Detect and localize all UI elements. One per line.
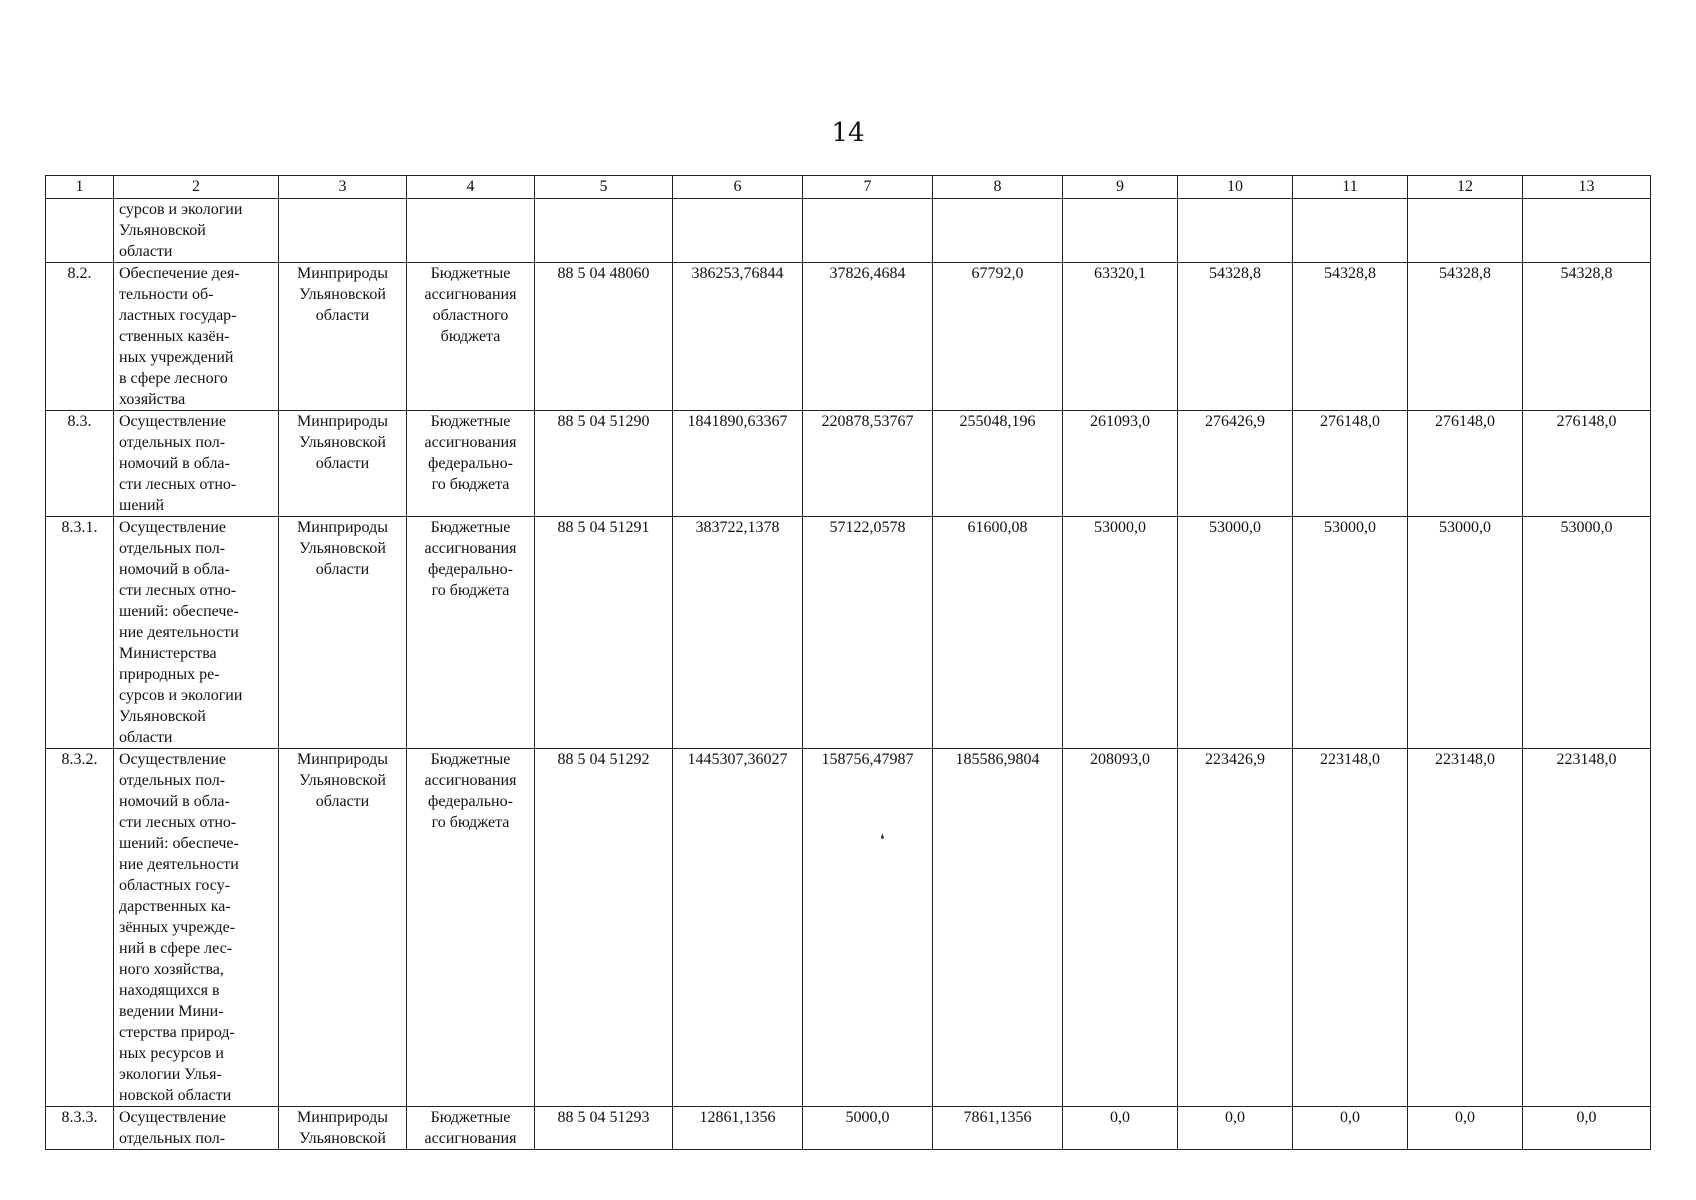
amount-cell-11	[1293, 199, 1408, 263]
item-name-cell-line: экологии Улья-	[119, 1066, 222, 1083]
item-name-cell	[114, 263, 279, 411]
item-name-cell-line: тельности об-	[119, 286, 214, 303]
amount-cell-12	[1408, 199, 1523, 263]
item-name-cell-line: находящихся в	[119, 982, 220, 999]
amount-cell-10: 54328,8	[1178, 263, 1293, 411]
funding-source-cell-line: ассигнования	[424, 1130, 517, 1147]
item-name-cell-line: Ульяновской	[119, 708, 206, 725]
item-number-cell: 8.3.2.	[46, 749, 114, 1107]
amount-cell-11: 0,0	[1293, 1107, 1408, 1150]
executor-cell	[279, 263, 407, 411]
item-name-cell-line: Обеспечение дея-	[119, 265, 240, 282]
item-name-cell	[114, 199, 279, 263]
funding-source-cell-line: Бюджетные	[430, 519, 511, 536]
budget-code-cell: 88 5 04 48060	[535, 263, 673, 411]
funding-source-cell-line: ассигнования	[424, 540, 517, 557]
table-row	[46, 199, 1651, 263]
funding-source-cell-line: ассигнования	[424, 434, 517, 451]
funding-source-cell	[407, 263, 535, 411]
item-name-cell-line: отдельных пол-	[119, 772, 226, 789]
amount-cell-9: 0,0	[1063, 1107, 1178, 1150]
executor-cell-line: Ульяновской	[299, 286, 386, 303]
item-name-cell-line: в сфере лесного	[119, 370, 228, 387]
executor-cell-line: Ульяновской	[299, 772, 386, 789]
item-name-cell-line: дарственных ка-	[119, 898, 231, 915]
item-number-cell	[46, 199, 114, 263]
amount-cell-10: 223426,9	[1178, 749, 1293, 1107]
item-name-cell-line: ний в сфере лес-	[119, 940, 233, 957]
executor-cell-line: области	[315, 455, 370, 472]
amount-cell-8: 61600,08	[933, 517, 1063, 749]
executor-cell-line: Минприроды	[297, 751, 388, 768]
amount-cell-9: 261093,0	[1063, 411, 1178, 517]
executor-cell-line: Минприроды	[297, 1109, 388, 1126]
amount-cell-7: 158756,47987	[803, 749, 933, 1107]
amount-cell-10: 276426,9	[1178, 411, 1293, 517]
amount-cell-6: 1841890,63367	[673, 411, 803, 517]
amount-cell-9: 53000,0	[1063, 517, 1178, 749]
budget-code-cell	[535, 199, 673, 263]
executor-cell-line: области	[315, 307, 370, 324]
item-name-cell-line: сурсов и экологии	[119, 687, 243, 704]
amount-cell-8: 67792,0	[933, 263, 1063, 411]
column-number-cell: 11	[1293, 176, 1408, 199]
budget-code-cell: 88 5 04 51293	[535, 1107, 673, 1150]
amount-cell-6: 383722,1378	[673, 517, 803, 749]
executor-cell-line: области	[315, 561, 370, 578]
amount-cell-12: 54328,8	[1408, 263, 1523, 411]
item-name-cell-line: отдельных пол-	[119, 1130, 226, 1147]
amount-cell-10	[1178, 199, 1293, 263]
amount-cell-7: 37826,4684	[803, 263, 933, 411]
item-number-cell: 8.3.1.	[46, 517, 114, 749]
item-name-cell-line: номочий в обла-	[119, 455, 230, 472]
item-name-cell-line: области	[119, 729, 173, 746]
amount-cell-6	[673, 199, 803, 263]
executor-cell-line: Ульяновской	[299, 1130, 386, 1147]
item-number-cell: 8.3.3.	[46, 1107, 114, 1150]
column-number-row	[46, 176, 1651, 199]
column-number-cell: 7	[803, 176, 933, 199]
funding-source-cell-line: Бюджетные	[430, 1109, 511, 1126]
item-name-cell-line: Осуществление	[119, 751, 227, 768]
funding-source-cell-line: го бюджета	[431, 582, 510, 599]
amount-cell-13: 223148,0	[1523, 749, 1651, 1107]
item-name-cell-line: природных ре-	[119, 666, 220, 683]
amount-cell-7	[803, 199, 933, 263]
item-name-cell-line: сти лесных отно-	[119, 814, 237, 831]
funding-source-cell-line: бюджета	[440, 328, 501, 345]
item-name-cell-line: ственных казён-	[119, 328, 230, 345]
funding-source-cell-line: федерально-	[428, 561, 513, 578]
column-number-cell: 4	[407, 176, 535, 199]
item-name-cell-line: отдельных пол-	[119, 540, 226, 557]
amount-cell-13: 276148,0	[1523, 411, 1651, 517]
item-name-cell-line: номочий в обла-	[119, 561, 230, 578]
funding-source-cell-line: го бюджета	[431, 476, 510, 493]
funding-source-cell-line: Бюджетные	[430, 751, 511, 768]
page-number: 14	[831, 118, 865, 148]
item-name-cell-line: шений	[119, 497, 165, 514]
amount-cell-13: 0,0	[1523, 1107, 1651, 1150]
item-name-cell-line: ние деятельности	[119, 624, 239, 641]
column-number-cell: 8	[933, 176, 1063, 199]
item-name-cell-line: новской области	[119, 1087, 232, 1104]
item-number-cell: 8.3.	[46, 411, 114, 517]
amount-cell-11: 54328,8	[1293, 263, 1408, 411]
item-name-cell-line: сти лесных отно-	[119, 582, 237, 599]
funding-source-cell-line: федерально-	[428, 455, 513, 472]
column-number-cell: 5	[535, 176, 673, 199]
column-number-cell: 13	[1523, 176, 1651, 199]
amount-cell-12: 223148,0	[1408, 749, 1523, 1107]
column-number-cell: 10	[1178, 176, 1293, 199]
funding-source-cell	[407, 749, 535, 1107]
item-name-cell-line: Ульяновской	[119, 222, 206, 239]
executor-cell-line: Минприроды	[297, 265, 388, 282]
column-number-cell: 6	[673, 176, 803, 199]
amount-cell-8: 255048,196	[933, 411, 1063, 517]
amount-cell-8: 185586,9804	[933, 749, 1063, 1107]
amount-cell-10: 0,0	[1178, 1107, 1293, 1150]
executor-cell	[279, 517, 407, 749]
amount-cell-9: 208093,0	[1063, 749, 1178, 1107]
amount-cell-9	[1063, 199, 1178, 263]
funding-source-cell-line: ассигнования	[424, 286, 517, 303]
budget-code-cell: 88 5 04 51291	[535, 517, 673, 749]
funding-source-cell-line: Бюджетные	[430, 413, 511, 430]
item-name-cell	[114, 1107, 279, 1150]
item-name-cell-line: Осуществление	[119, 413, 227, 430]
item-name-cell	[114, 749, 279, 1107]
table-row	[46, 517, 1651, 749]
funding-source-cell-line: Бюджетные	[430, 265, 511, 282]
item-name-cell-line: Осуществление	[119, 519, 227, 536]
amount-cell-7: 57122,0578	[803, 517, 933, 749]
amount-cell-6: 386253,76844	[673, 263, 803, 411]
column-number-cell: 12	[1408, 176, 1523, 199]
item-name-cell-line: ных ресурсов и	[119, 1045, 224, 1062]
item-name-cell	[114, 517, 279, 749]
item-name-cell-line: отдельных пол-	[119, 434, 226, 451]
item-name-cell-line: сурсов и экологии	[119, 201, 243, 218]
scan-speck: ❛	[880, 832, 885, 848]
amount-cell-13: 53000,0	[1523, 517, 1651, 749]
executor-cell-line: Минприроды	[297, 413, 388, 430]
table-row	[46, 263, 1651, 411]
amount-cell-11: 53000,0	[1293, 517, 1408, 749]
budget-table	[45, 175, 1651, 1150]
amount-cell-12: 276148,0	[1408, 411, 1523, 517]
table-row	[46, 1107, 1651, 1150]
funding-source-cell-line: го бюджета	[431, 814, 510, 831]
item-name-cell-line: области	[119, 243, 173, 260]
column-number-cell: 2	[114, 176, 279, 199]
executor-cell	[279, 1107, 407, 1150]
amount-cell-10: 53000,0	[1178, 517, 1293, 749]
item-name-cell	[114, 411, 279, 517]
amount-cell-8	[933, 199, 1063, 263]
executor-cell	[279, 411, 407, 517]
amount-cell-8: 7861,1356	[933, 1107, 1063, 1150]
budget-code-cell: 88 5 04 51290	[535, 411, 673, 517]
amount-cell-13: 54328,8	[1523, 263, 1651, 411]
column-number-cell: 1	[46, 176, 114, 199]
item-name-cell-line: ного хозяйства,	[119, 961, 224, 978]
executor-cell	[279, 749, 407, 1107]
item-name-cell-line: областных госу-	[119, 877, 231, 894]
funding-source-cell	[407, 1107, 535, 1150]
amount-cell-6: 1445307,36027	[673, 749, 803, 1107]
executor-cell-line: Ульяновской	[299, 434, 386, 451]
funding-source-cell	[407, 199, 535, 263]
table-row	[46, 411, 1651, 517]
item-name-cell-line: ных учреждений	[119, 349, 234, 366]
column-number-cell: 3	[279, 176, 407, 199]
executor-cell-line: Ульяновской	[299, 540, 386, 557]
item-number-cell: 8.2.	[46, 263, 114, 411]
item-name-cell-line: ластных государ-	[119, 307, 237, 324]
amount-cell-9: 63320,1	[1063, 263, 1178, 411]
table-row	[46, 749, 1651, 1107]
item-name-cell-line: Осуществление	[119, 1109, 227, 1126]
executor-cell-line: Минприроды	[297, 519, 388, 536]
amount-cell-11: 223148,0	[1293, 749, 1408, 1107]
executor-cell	[279, 199, 407, 263]
amount-cell-7: 5000,0	[803, 1107, 933, 1150]
funding-source-cell-line: областного	[432, 307, 509, 324]
funding-source-cell	[407, 411, 535, 517]
funding-source-cell-line: федерально-	[428, 793, 513, 810]
funding-source-cell-line: ассигнования	[424, 772, 517, 789]
item-name-cell-line: шений: обеспече-	[119, 603, 239, 620]
amount-cell-11: 276148,0	[1293, 411, 1408, 517]
amount-cell-12: 53000,0	[1408, 517, 1523, 749]
item-name-cell-line: стерства природ-	[119, 1024, 235, 1041]
budget-code-cell: 88 5 04 51292	[535, 749, 673, 1107]
amount-cell-13	[1523, 199, 1651, 263]
item-name-cell-line: шений: обеспече-	[119, 835, 239, 852]
amount-cell-6: 12861,1356	[673, 1107, 803, 1150]
item-name-cell-line: ние деятельности	[119, 856, 239, 873]
funding-source-cell	[407, 517, 535, 749]
item-name-cell-line: зённых учрежде-	[119, 919, 236, 936]
item-name-cell-line: Министерства	[119, 645, 217, 662]
item-name-cell-line: сти лесных отно-	[119, 476, 237, 493]
executor-cell-line: области	[315, 793, 370, 810]
item-name-cell-line: хозяйства	[119, 391, 186, 408]
amount-cell-12: 0,0	[1408, 1107, 1523, 1150]
column-number-cell: 9	[1063, 176, 1178, 199]
item-name-cell-line: номочий в обла-	[119, 793, 230, 810]
amount-cell-7: 220878,53767	[803, 411, 933, 517]
item-name-cell-line: ведении Мини-	[119, 1003, 224, 1020]
